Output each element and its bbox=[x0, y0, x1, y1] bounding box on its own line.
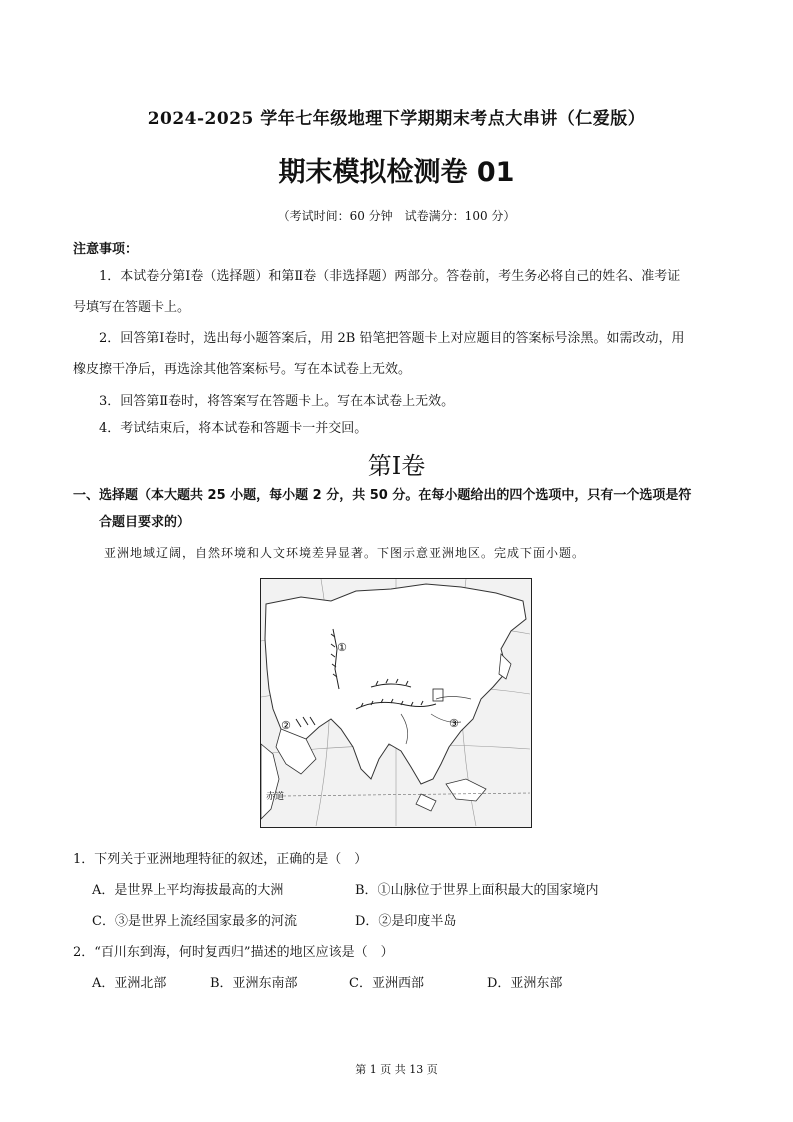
asia-map bbox=[260, 578, 532, 828]
question-2-stem: 2．“百川东到海，何时复西归”描述的地区应该是（ ） bbox=[73, 945, 394, 960]
sumatra-island bbox=[416, 794, 436, 811]
question-1-option-d: D．②是印度半岛 bbox=[355, 914, 457, 929]
notice-item-4: 4．考试结束后，将本试卷和答题卡一并交回。 bbox=[99, 421, 368, 436]
question-2-option-c: C．亚洲西部 bbox=[349, 976, 424, 991]
notice-item-2-line-1: 2．回答第Ⅰ卷时，选出每小题答案后，用 2B 铅笔把答题卡上对应题目的答案标号涂黑。如需改动，用 bbox=[99, 331, 685, 346]
section-heading bbox=[73, 482, 728, 536]
question-2-option-b: B．亚洲东南部 bbox=[210, 976, 298, 991]
equator-line bbox=[283, 793, 530, 796]
series-title: 2024-2025 学年七年级地理下学期期末考点大串讲（仁爱版） bbox=[147, 109, 646, 129]
southeast-islands bbox=[446, 779, 486, 801]
question-1-option-a: A．是世界上平均海拔最高的大洲 bbox=[92, 883, 284, 898]
notice-item-3: 3．回答第Ⅱ卷时，将答案写在答题卡上。写在本试卷上无效。 bbox=[99, 394, 455, 409]
map-label-1: ① bbox=[337, 641, 347, 654]
question-intro: 亚洲地域辽阔，自然环境和人文环境差异显著。下图示意亚洲地区。完成下面小题。 bbox=[104, 546, 586, 560]
notice-item-1-line-1: 1．本试卷分第Ⅰ卷（选择题）和第Ⅱ卷（非选择题）两部分。答卷前，考生务必将自己的姓名、准考证 bbox=[99, 269, 681, 284]
question-2-option-a: A．亚洲北部 bbox=[92, 976, 167, 991]
main-title: 期末模拟检测卷 01 bbox=[278, 157, 515, 188]
japan-islands bbox=[499, 654, 511, 679]
exam-info: （考试时间：60 分钟 试卷满分：100 分） bbox=[277, 209, 516, 223]
question-1-option-c: C．③是世界上流经国家最多的河流 bbox=[92, 914, 297, 929]
notice-heading: 注意事项： bbox=[73, 242, 139, 257]
notice-item-2-line-2: 橡皮擦干净后，再选涂其他答案标号。写在本试卷上无效。 bbox=[73, 362, 412, 377]
question-1-option-b: B．①山脉位于世界上面积最大的国家境内 bbox=[355, 883, 599, 898]
asia-map-figure bbox=[261, 579, 530, 826]
section-heading-line-1: 一、选择题（本大题共 25 小题，每小题 2 分，共 50 分。在每小题给出的四个选项中，只有一个选项是符 bbox=[73, 488, 692, 503]
notice-item-1-line-2: 号填写在答题卡上。 bbox=[73, 300, 191, 315]
page-footer: 第 1 页 共 13 页 bbox=[355, 1063, 438, 1076]
africa-corner bbox=[261, 744, 279, 819]
volume-title: 第Ⅰ卷 bbox=[367, 452, 426, 480]
question-2-option-d: D．亚洲东部 bbox=[487, 976, 563, 991]
map-label-2: ② bbox=[281, 719, 291, 732]
question-1-stem: 1．下列关于亚洲地理特征的叙述，正确的是（ ） bbox=[73, 852, 368, 867]
section-heading-line-2: 合题目要求的） bbox=[99, 515, 191, 530]
map-label-3: ③ bbox=[449, 717, 459, 730]
equator-label: 赤道 bbox=[266, 792, 285, 802]
